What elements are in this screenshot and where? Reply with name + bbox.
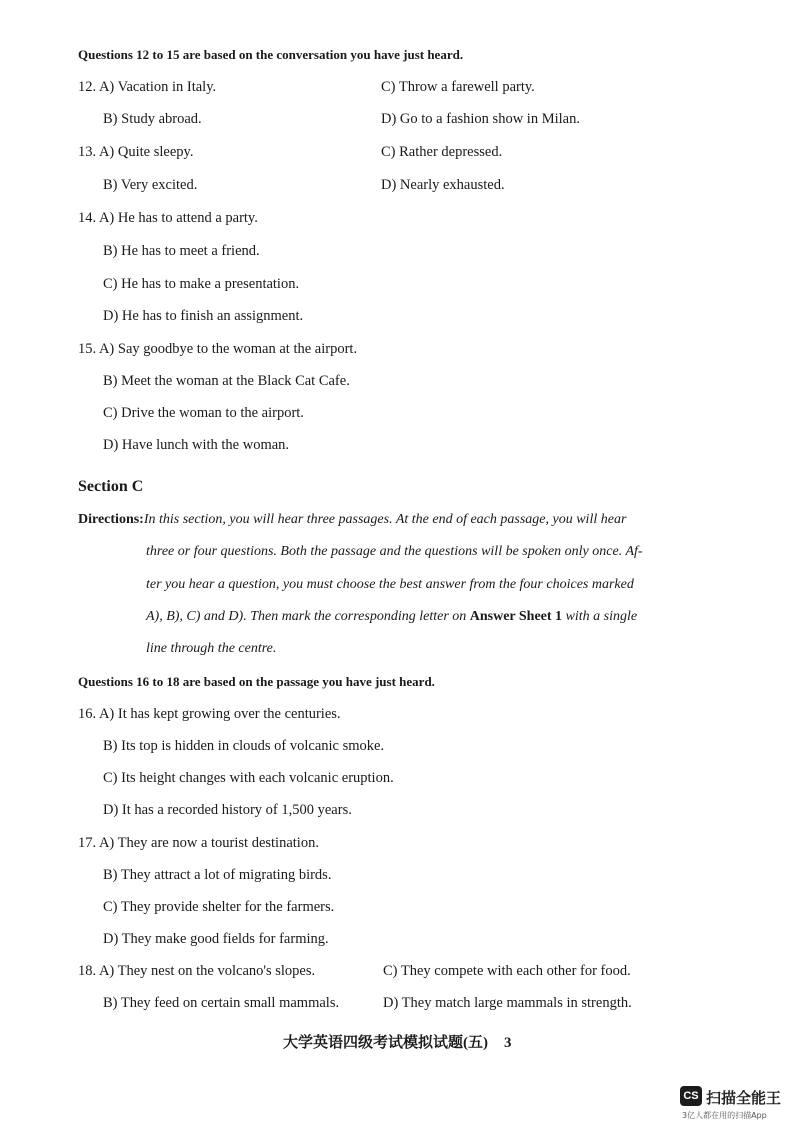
q18-option-a: 18. A) They nest on the volcano's slopes. [78, 963, 316, 979]
q17-option-c: C) They provide shelter for the farmers. [103, 899, 335, 915]
directions-line-4 [146, 609, 637, 625]
q15-option-d: D) Have lunch with the woman. [103, 437, 290, 453]
q16-option-c: C) Its height changes with each volcanic eruption. [103, 770, 394, 786]
q16-option-d: D) It has a recorded history of 1,500 years. [103, 802, 352, 818]
directions-line-1 [78, 512, 626, 528]
q17-option-b: B) They attract a lot of migrating birds. [103, 867, 332, 883]
q14-option-d: D) He has to finish an assignment. [103, 308, 304, 324]
directions-text-4b: with a single [562, 609, 638, 624]
q16-option-b: B) Its top is hidden in clouds of volcanic smoke. [103, 738, 385, 754]
q16-option-a: 16. A) It has kept growing over the centuries. [78, 706, 341, 722]
watermark-app-name: 扫描全能王 [706, 1089, 782, 1107]
footer-title: 大学英语四级考试模拟试题(五) [283, 1035, 488, 1051]
section-header-q16-18: Questions 16 to 18 are based on the passage you have just heard. [78, 674, 435, 689]
q18-option-c: C) They compete with each other for food. [383, 963, 631, 979]
q12-option-a: 12. A) Vacation in Italy. [78, 79, 217, 95]
q17-option-a: 17. A) They are now a tourist destination. [78, 835, 319, 851]
answer-sheet-ref: Answer Sheet 1 [469, 609, 563, 624]
directions-text-4a: A), B), C) and D). Then mark the corresponding letter on [146, 609, 470, 624]
q14-option-c: C) He has to make a presentation. [103, 276, 300, 292]
camscanner-logo-icon: CS [680, 1086, 702, 1106]
directions-text-1: In this section, you will hear three passages. At the end of each passage, you will hear [143, 512, 627, 527]
q12-option-b: B) Study abroad. [103, 111, 202, 127]
directions-label: Directions: [78, 512, 144, 527]
directions-line-2: three or four questions. Both the passage and the questions will be spoken only once. Af- [146, 544, 643, 559]
watermark-tagline: 3亿人都在用的扫描App [682, 1111, 767, 1120]
q18-option-b: B) They feed on certain small mammals. [103, 995, 340, 1011]
q12-option-c: C) Throw a farewell party. [381, 79, 535, 95]
q15-option-b: B) Meet the woman at the Black Cat Cafe. [103, 373, 350, 389]
section-header-q12-15: Questions 12 to 15 are based on the conversation you have just heard. [78, 47, 464, 62]
q17-option-d: D) They make good fields for farming. [103, 931, 329, 947]
scanner-watermark [680, 1086, 790, 1126]
q15-option-c: C) Drive the woman to the airport. [103, 405, 304, 421]
q13-option-b: B) Very excited. [103, 177, 198, 193]
directions-line-5: line through the centre. [146, 641, 277, 656]
q13-option-c: C) Rather depressed. [381, 144, 503, 160]
q14-option-a: 14. A) He has to attend a party. [78, 210, 258, 226]
q12-option-d: D) Go to a fashion show in Milan. [381, 111, 580, 127]
q14-option-b: B) He has to meet a friend. [103, 243, 260, 259]
q18-option-d: D) They match large mammals in strength. [383, 995, 632, 1011]
q13-option-d: D) Nearly exhausted. [381, 177, 505, 193]
directions-line-3: ter you hear a question, you must choose the best answer from the four choices marked [146, 577, 634, 592]
q15-option-a: 15. A) Say goodbye to the woman at the airport. [78, 341, 358, 357]
page-footer [283, 1031, 512, 1052]
q13-option-a: 13. A) Quite sleepy. [78, 144, 194, 160]
page-number: 3 [504, 1035, 512, 1051]
section-c-title: Section C [78, 478, 144, 495]
